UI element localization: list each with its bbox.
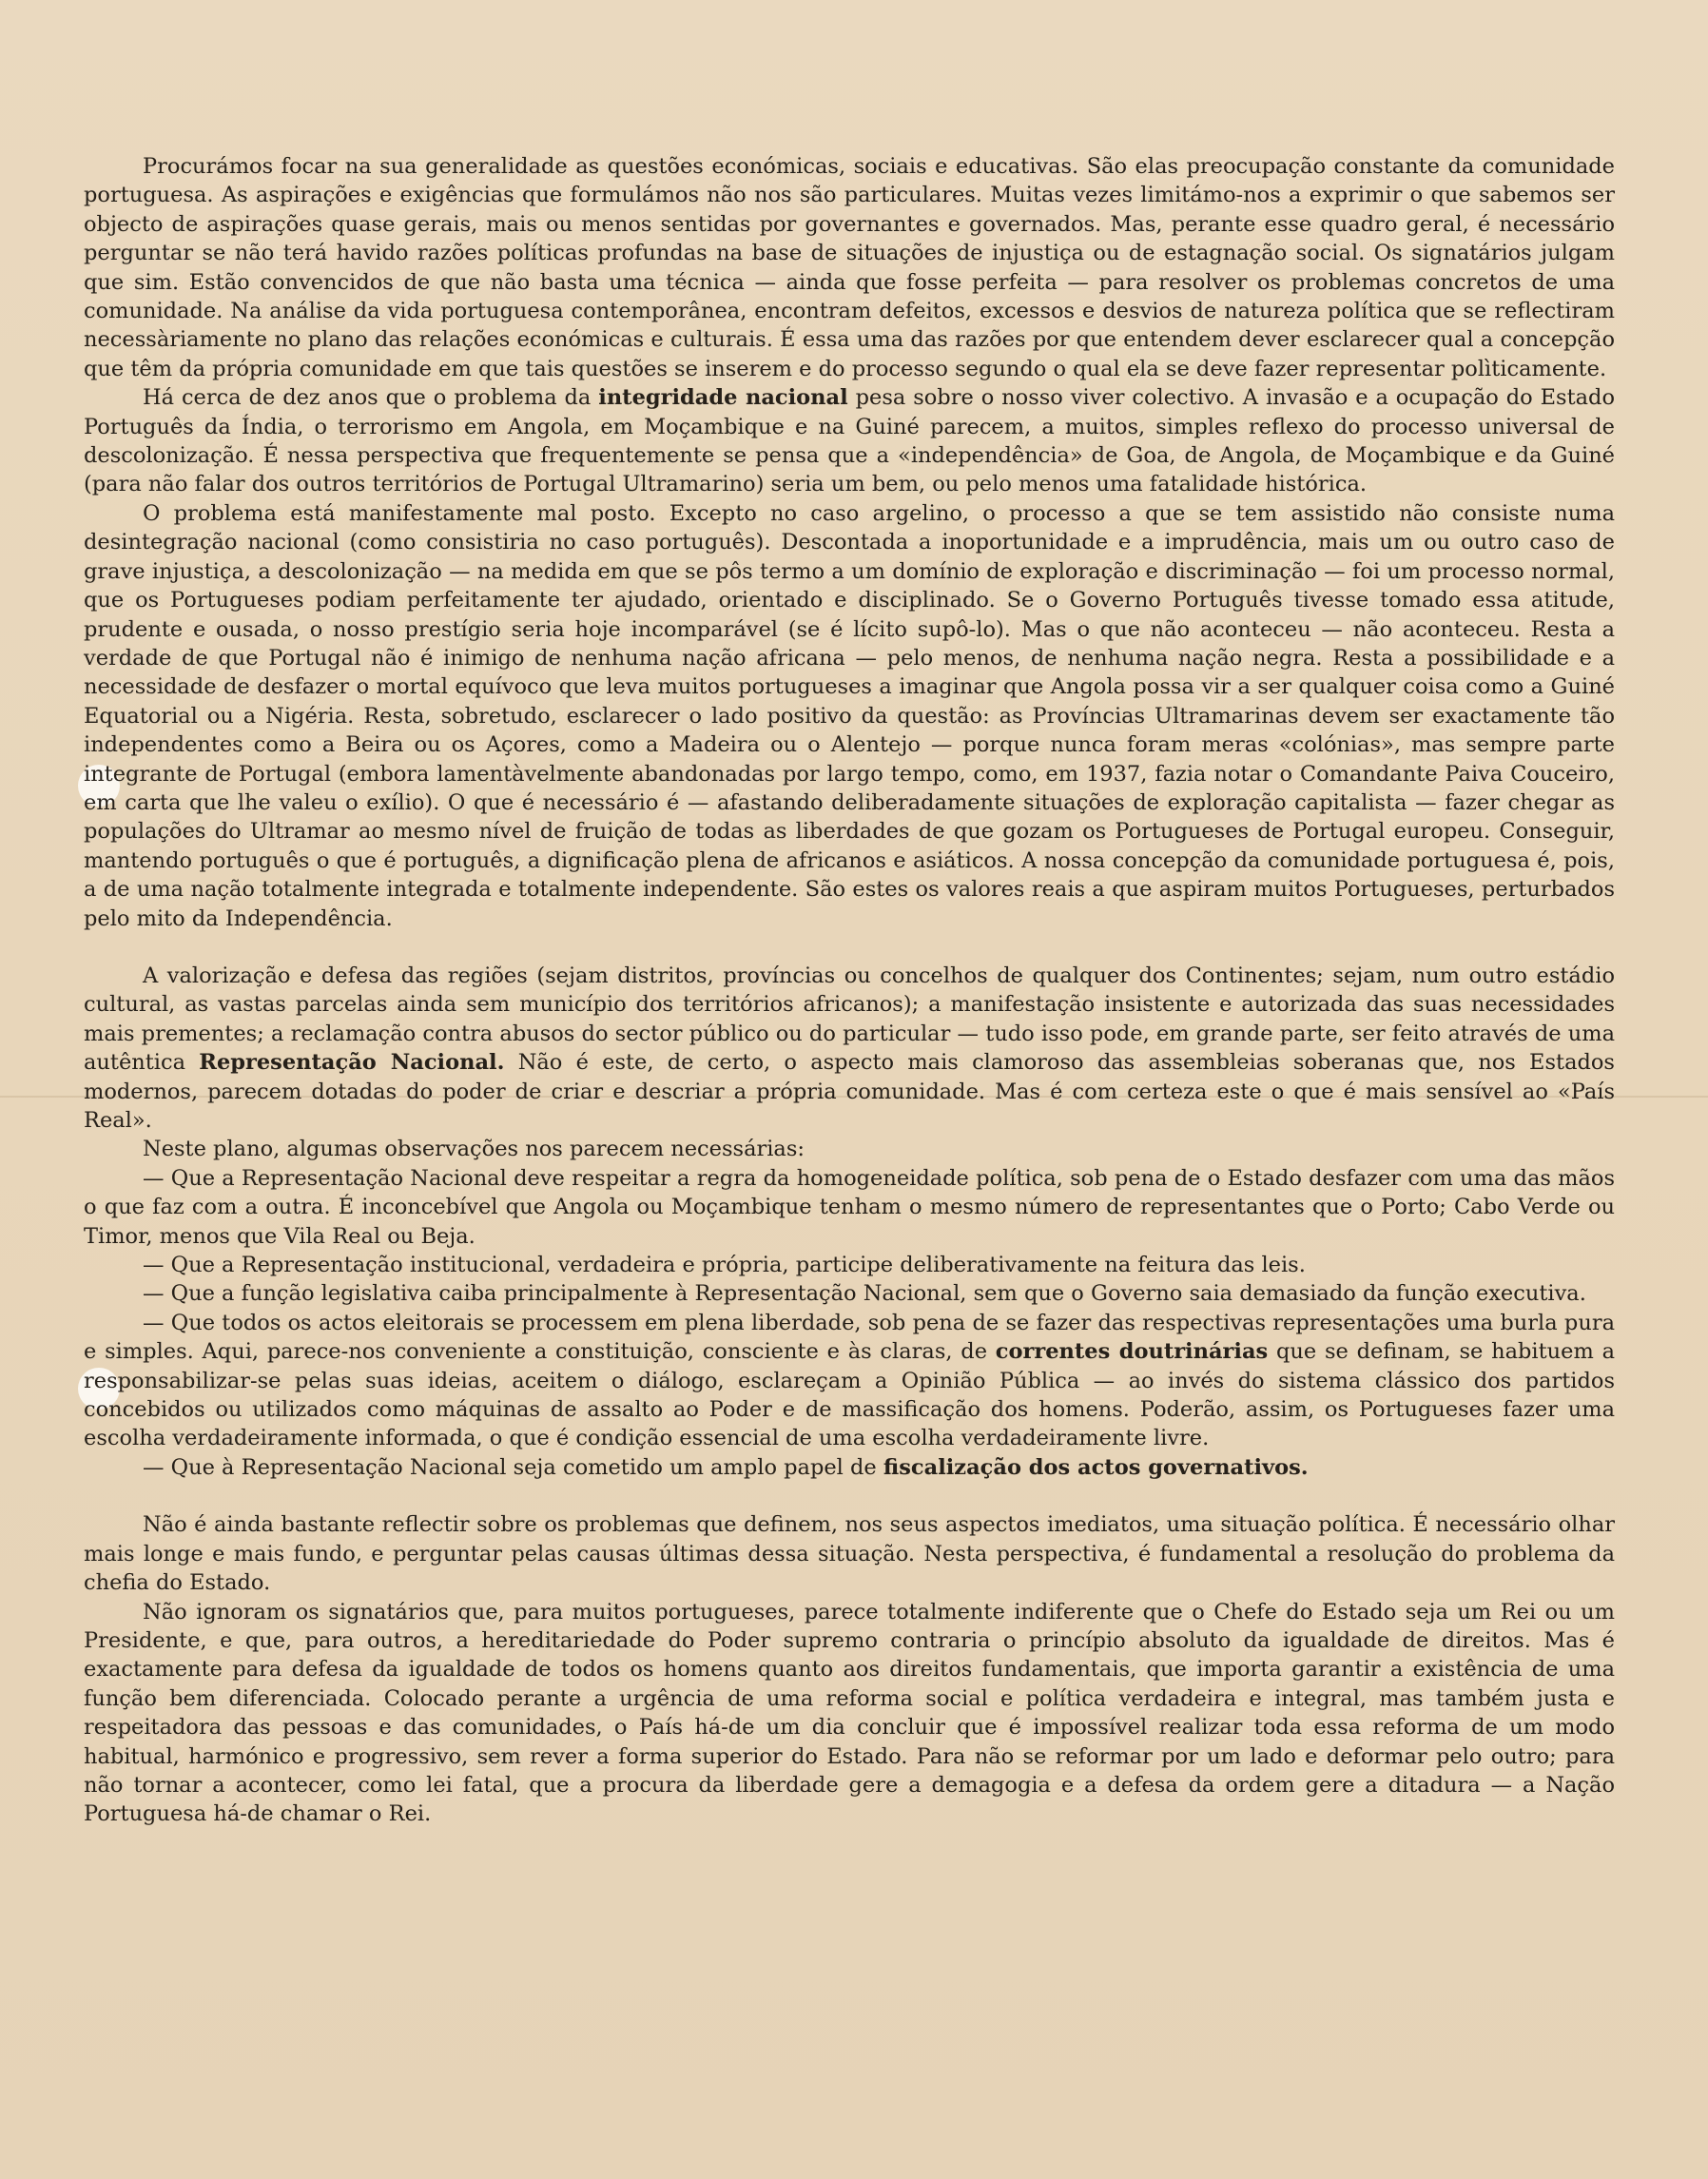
text-run: — Que todos os actos eleitorais se processem em plena liberdade, sob pena de se fazer das respectivas representações uma burla pura e simples. Aqui, parece-nos conveniente a constituição, consciente e às claras, de xyxy=(84,1310,1615,1365)
list-item-paragraph xyxy=(84,1279,1615,1308)
bold-phrase: fiscalização dos actos governativos. xyxy=(883,1454,1309,1480)
text-run: pesa sobre o nosso viver colectivo. A invasão e a ocupação do Estado Português da Índia, o terrorismo em Angola, em Moçambique e na Guiné parecem, a muitos, simples reflexo do processo universal de descolonização. É nessa perspectiva que frequentemente se pensa que a «independência» de Goa, de Angola, de Moçambique e da Guiné (para não falar dos outros territórios de Portugal Ultramarino) seria um bem, ou pelo menos uma fatalidade histórica. xyxy=(84,385,1615,497)
text-run: — Que a função legislativa caiba principalmente à Representação Nacional, sem que o Governo saia demasiado da função executiva. xyxy=(143,1281,1586,1307)
text-run: que se definam, se habituem a responsabilizar-se pelas suas ideias, aceitem o diálogo, esclareçam a Opinião Pública — ao invés do sistema clássico dos partidos concebidos ou utilizados como máquinas de assalto ao Poder e de massificação dos homens. Poderão, assim, os Portugueses fazer uma escolha verdadeiramente informada, o que é condição essencial de uma escolha verdadeiramente livre. xyxy=(84,1339,1615,1451)
text-run: A valorização e defesa das regiões (sejam distritos, províncias ou concelhos de qualquer dos Continentes; sejam, num outro estádio cultural, as vastas parcelas ainda sem município dos territórios africanos); a manifestação insistente e autorizada das suas necessidades mais prementes; a reclamação contra abusos do sector público ou do particular — tudo isso pode, em grande parte, ser feito através de uma autêntica xyxy=(84,963,1615,1076)
bold-phrase: correntes doutrinárias xyxy=(995,1339,1269,1365)
bold-phrase: Representação Nacional. xyxy=(199,1050,505,1076)
body-paragraph xyxy=(84,1135,1615,1163)
body-paragraph xyxy=(84,1510,1615,1597)
document-body xyxy=(84,152,1615,1829)
body-paragraph xyxy=(84,499,1615,933)
text-run: Não é ainda bastante reflectir sobre os problemas que definem, nos seus aspectos imediatos, uma situação política. É necessário olhar mais longe e mais fundo, e perguntar pelas causas últimas dessa situação. Nesta perspectiva, é fundamental a resolução do problema da chefia do Estado. xyxy=(84,1512,1615,1596)
bold-phrase: integridade nacional xyxy=(598,385,848,411)
text-run: Não é este, de certo, o aspecto mais clamoroso das assembleias soberanas que, nos Estados modernos, parecem dotadas do poder de criar e descriar a própria comunidade. Mas é com certeza este o que é mais sensível ao «País Real». xyxy=(84,1050,1615,1133)
text-run: Procurámos focar na sua generalidade as questões económicas, sociais e educativas. São elas preocupação constante da comunidade portuguesa. As aspirações e exigências que formulámos não nos são particulares. Muitas vezes limitámo-nos a exprimir o que sabemos ser objecto de aspirações quase gerais, mais ou menos sentidas por governantes e governados. Mas, perante esse quadro geral, é necessário perguntar se não terá havido razões políticas profundas na base de situações de injustiça ou de estagnação social. Os signatários julgam que sim. Estão convencidos de que não basta uma técnica — ainda que fosse perfeita — para resolver os problemas concretos de uma comunidade. Na análise da vida portuguesa contemporânea, encontram defeitos, excessos e desvios de natureza política que se reflectiram necessàriamente no plano das relações económicas e culturais. É essa uma das razões por que entendem dever esclarecer qual a concepção que têm da própria comunidade em que tais questões se inserem e do processo segundo o qual ela se deve fazer representar polìticamente. xyxy=(84,154,1615,381)
body-paragraph xyxy=(84,962,1615,1135)
text-run: — Que a Representação institucional, verdadeira e própria, participe deliberativamente na feitura das leis. xyxy=(143,1253,1306,1278)
list-item-paragraph xyxy=(84,1251,1615,1279)
text-run: — Que à Representação Nacional seja cometido um amplo papel de xyxy=(143,1454,883,1480)
text-run: — Que a Representação Nacional deve respeitar a regra da homogeneidade política, sob pena de o Estado desfazer com uma das mãos o que faz com a outra. É inconcebível que Angola ou Moçambique tenham o mesmo número de representantes que o Porto; Cabo Verde ou Timor, menos que Vila Real ou Beja. xyxy=(84,1165,1615,1249)
text-run: Há cerca de dez anos que o problema da xyxy=(143,385,599,411)
body-paragraph xyxy=(84,152,1615,383)
list-item-paragraph xyxy=(84,1453,1615,1482)
list-item-paragraph xyxy=(84,1164,1615,1251)
list-item-paragraph xyxy=(84,1309,1615,1453)
text-run: Não ignoram os signatários que, para muitos portugueses, parece totalmente indiferente que o Chefe do Estado seja um Rei ou um Presidente, e que, para outros, a hereditariedade do Poder supremo contraria o princípio absoluto da igualdade de direitos. Mas é exactamente para defesa da igualdade de todos os homens quanto aos direitos fundamentais, que importa garantir a existência de uma função bem diferenciada. Colocado perante a urgência de uma reforma social e política verdadeira e integral, mas também justa e respeitadora das pessoas e das comunidades, o País há-de um dia concluir que é impossível realizar toda essa reforma de um modo habitual, harmónico e progressivo, sem rever a forma superior do Estado. Para não se reformar por um lado e deformar pelo outro; para não tornar a acontecer, como lei fatal, que a procura da liberdade gere a demagogia e a defesa da ordem gere a ditadura — a Nação Portuguesa há-de chamar o Rei. xyxy=(84,1599,1615,1827)
body-paragraph xyxy=(84,1598,1615,1829)
text-run: O problema está manifestamente mal posto. Excepto no caso argelino, o processo a que se tem assistido não consiste numa desintegração nacional (como consistiria no caso português). Descontada a inoportunidade e a imprudência, mais um ou outro caso de grave injustiça, a descolonização — na medida em que se pôs termo a um domínio de exploração e discriminação — foi um processo normal, que os Portugueses podiam perfeitamente ter ajudado, orientado e disciplinado. Se o Governo Português tivesse tomado essa atitude, prudente e ousada, o nosso prestígio seria hoje incomparável (se é lícito supô-lo). Mas o que não aconteceu — não aconteceu. Resta a verdade de que Portugal não é inimigo de nenhuma nação africana — pelo menos, de nenhuma nação negra. Resta a possibilidade e a necessidade de desfazer o mortal equívoco que leva muitos portugueses a imaginar que Angola possa vir a ser qualquer coisa como a Guiné Equatorial ou a Nigéria. Resta, sobretudo, esclarecer o lado positivo da questão: as Províncias Ultramarinas devem ser exactamente tão independentes como a Beira ou os Açores, como a Madeira ou o Alentejo — porque nunca foram meras «colónias», mas sempre parte integrante de Portugal (embora lamentàvelmente abandonadas por largo tempo, como, em 1937, fazia notar o Comandante Paiva Couceiro, em carta que lhe valeu o exílio). O que é necessário é — afastando deliberadamente situações de exploração capitalista — fazer chegar as populações do Ultramar ao mesmo nível de fruição de todas as liberdades de que gozam os Portugueses de Portugal europeu. Conseguir, mantendo português o que é português, a dignificação plena de africanos e asiáticos. A nossa concepção da comunidade portuguesa é, pois, a de uma nação totalmente integrada e totalmente independente. São estes os valores reais a que aspiram muitos Portugueses, perturbados pelo mito da Independência. xyxy=(84,500,1615,931)
body-paragraph xyxy=(84,383,1615,499)
text-run: Neste plano, algumas observações nos parecem necessárias: xyxy=(143,1137,805,1162)
